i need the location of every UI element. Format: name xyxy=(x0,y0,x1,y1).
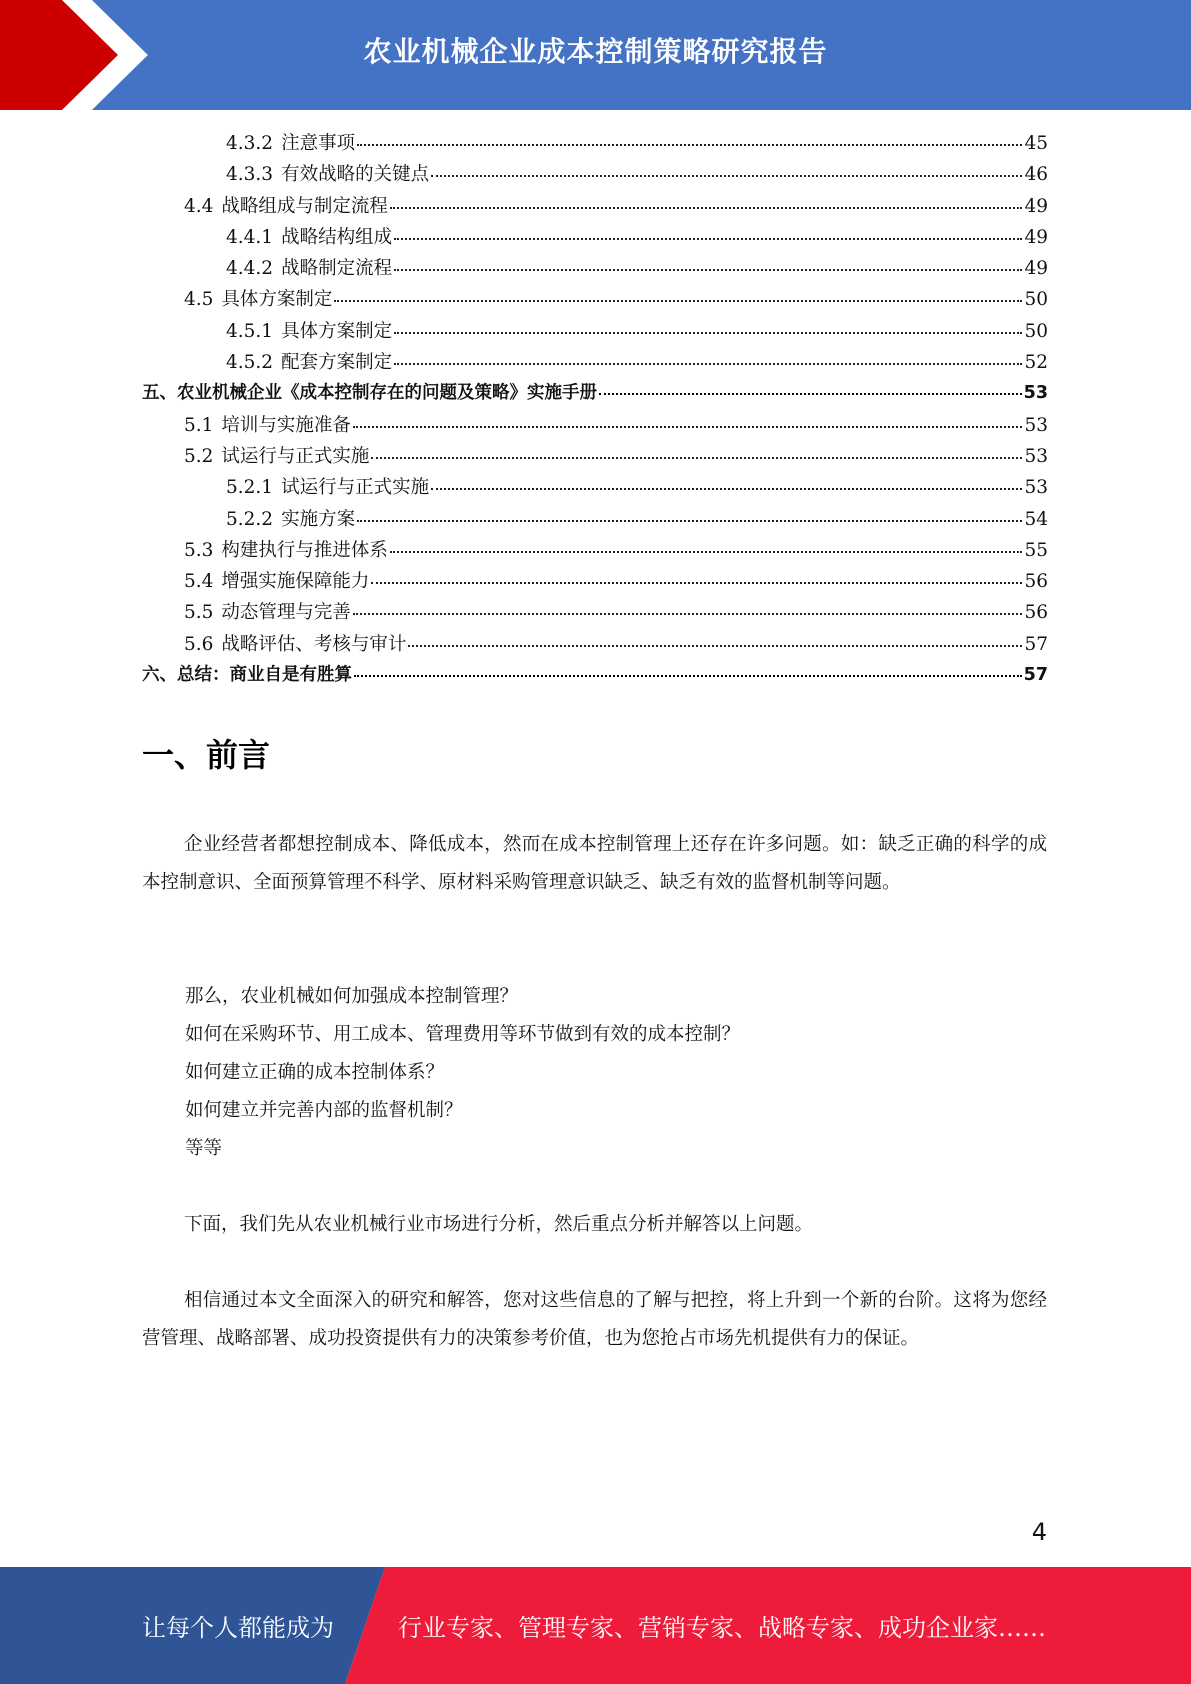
toc-entry[interactable] xyxy=(142,566,1048,597)
toc-entry-title: 构建执行与推进体系 xyxy=(221,539,388,561)
toc-entry-number: 5.5 xyxy=(184,602,214,624)
toc-dot-leader xyxy=(394,362,1022,365)
toc-entry-number: 5.3 xyxy=(184,539,214,561)
toc-entry-title: 增强实施保障能力 xyxy=(221,571,370,593)
toc-dot-leader xyxy=(334,299,1022,302)
toc-entry[interactable] xyxy=(142,660,1048,691)
toc-entry[interactable] xyxy=(142,597,1048,628)
toc-entry-page: 54 xyxy=(1024,508,1048,530)
toc-entry-page: 57 xyxy=(1023,665,1048,686)
toc-entry[interactable] xyxy=(142,410,1048,441)
toc-entry-number: 5.6 xyxy=(184,633,214,655)
toc-entry-page: 49 xyxy=(1024,226,1048,248)
question-line: 那么，农业机械如何加强成本控制管理？ xyxy=(185,986,519,1007)
toc-entry-number: 5.4 xyxy=(184,571,214,593)
toc-dot-leader xyxy=(353,612,1023,615)
toc-entry[interactable] xyxy=(142,316,1048,347)
toc-entry-page: 53 xyxy=(1024,477,1048,499)
toc-entry[interactable] xyxy=(142,629,1048,660)
toc-entry-page: 52 xyxy=(1024,352,1048,374)
toc-entry[interactable] xyxy=(142,441,1048,472)
question-list xyxy=(185,978,740,1168)
toc-entry-title: 六、总结：商业自是有胜算 xyxy=(142,665,352,686)
toc-dot-leader xyxy=(431,174,1022,177)
page-number: 4 xyxy=(1031,1518,1047,1546)
toc-entry-page: 56 xyxy=(1024,571,1048,593)
question-line: 如何建立并完善内部的监督机制？ xyxy=(185,1100,463,1121)
toc-dot-leader xyxy=(394,237,1022,240)
toc-entry-title: 具体方案制定 xyxy=(281,320,393,342)
toc-entry-title: 注意事项 xyxy=(281,133,356,154)
toc-entry-number: 5.1 xyxy=(184,414,214,436)
toc-entry[interactable] xyxy=(142,128,1048,159)
toc-entry-page: 53 xyxy=(1024,414,1048,436)
toc-entry[interactable] xyxy=(142,347,1048,378)
toc-entry[interactable] xyxy=(142,535,1048,566)
toc-dot-leader xyxy=(390,206,1023,209)
toc-entry-number: 4.3.2 xyxy=(226,133,274,154)
toc-dot-leader xyxy=(371,456,1022,459)
footer-banner xyxy=(0,1567,1191,1684)
toc-entry[interactable] xyxy=(142,159,1048,190)
header-arrow-decoration xyxy=(0,0,150,110)
toc-entry[interactable] xyxy=(142,504,1048,535)
toc-entry-title: 战略结构组成 xyxy=(281,226,393,248)
toc-entry-title: 培训与实施准备 xyxy=(221,414,351,436)
toc-entry-number: 4.5 xyxy=(184,289,214,311)
toc-entry-number: 4.5.2 xyxy=(226,352,274,374)
toc-entry-title: 实施方案 xyxy=(281,508,356,530)
toc-dot-leader xyxy=(357,143,1022,146)
toc-entry[interactable] xyxy=(142,191,1048,222)
toc-entry-title: 试运行与正式实施 xyxy=(221,445,370,467)
question-line: 如何在采购环节、用工成本、管理费用等环节做到有效的成本控制？ xyxy=(185,1024,741,1045)
toc-entry-title: 试运行与正式实施 xyxy=(281,477,430,499)
toc-entry-number: 5.2.1 xyxy=(226,477,274,499)
toc-dot-leader xyxy=(599,392,1022,395)
toc-entry-number: 5.2.2 xyxy=(226,508,274,530)
section-heading: 一、前言 xyxy=(142,736,271,774)
toc-entry[interactable] xyxy=(142,378,1048,409)
toc-entry-page: 53 xyxy=(1023,383,1048,404)
toc-entry-page: 53 xyxy=(1024,445,1048,467)
question-line: 等等 xyxy=(185,1138,223,1159)
toc-entry-title: 五、农业机械企业《成本控制存在的问题及策略》实施手册 xyxy=(142,383,597,404)
toc-dot-leader xyxy=(354,674,1022,677)
toc-entry-page: 50 xyxy=(1024,320,1048,342)
toc-entry-title: 有效战略的关键点 xyxy=(281,164,430,186)
table-of-contents xyxy=(142,128,1048,691)
toc-dot-leader xyxy=(408,644,1022,647)
toc-entry-page: 46 xyxy=(1024,164,1048,186)
toc-entry-page: 45 xyxy=(1024,133,1048,154)
toc-entry[interactable] xyxy=(142,472,1048,503)
analysis-paragraph: 下面，我们先从农业机械行业市场进行分析，然后重点分析并解答以上问题。 xyxy=(184,1214,814,1235)
toc-entry-page: 55 xyxy=(1024,539,1048,561)
toc-entry-title: 配套方案制定 xyxy=(281,352,393,374)
toc-dot-leader xyxy=(390,550,1023,553)
document-title: 农业机械企业成本控制策略研究报告 xyxy=(363,35,828,68)
toc-entry-page: 56 xyxy=(1024,602,1048,624)
conclusion-paragraph: 相信通过本文全面深入的研究和解答，您对这些信息的了解与把控，将上升到一个新的台阶。这将为您经营管理、战略部署、成功投资提供有力的决策参考价值，也为您抢占市场先机提供有力的保证。 xyxy=(142,1290,1047,1349)
toc-entry-title: 战略评估、考核与审计 xyxy=(221,633,407,655)
toc-entry-number: 5.2 xyxy=(184,445,214,467)
toc-entry-number: 4.4 xyxy=(184,195,214,217)
toc-entry-number: 4.3.3 xyxy=(226,164,274,186)
toc-entry-number: 4.4.2 xyxy=(226,258,274,280)
toc-dot-leader xyxy=(394,268,1022,271)
toc-entry-page: 49 xyxy=(1024,258,1048,280)
toc-entry[interactable] xyxy=(142,284,1048,315)
toc-entry[interactable] xyxy=(142,253,1048,284)
toc-entry[interactable] xyxy=(142,222,1048,253)
toc-dot-leader xyxy=(353,425,1023,428)
toc-entry-page: 57 xyxy=(1024,633,1048,655)
toc-dot-leader xyxy=(394,331,1022,334)
question-line: 如何建立正确的成本控制体系？ xyxy=(185,1062,445,1083)
toc-entry-page: 50 xyxy=(1024,289,1048,311)
toc-entry-title: 具体方案制定 xyxy=(221,289,333,311)
toc-dot-leader xyxy=(431,487,1022,490)
footer-slogan-left: 让每个人都能成为 xyxy=(142,1614,334,1642)
toc-entry-number: 4.5.1 xyxy=(226,320,274,342)
toc-entry-title: 战略组成与制定流程 xyxy=(221,195,388,217)
toc-entry-number: 4.4.1 xyxy=(226,226,274,248)
toc-entry-title: 战略制定流程 xyxy=(281,258,393,280)
header-banner xyxy=(0,0,1191,110)
toc-entry-page: 49 xyxy=(1024,195,1048,217)
toc-dot-leader xyxy=(357,519,1022,522)
footer-slogan-right: 行业专家、管理专家、营销专家、战略专家、成功企业家…… xyxy=(398,1614,1046,1642)
toc-entry-title: 动态管理与完善 xyxy=(221,602,351,624)
intro-paragraph: 企业经营者都想控制成本、降低成本，然而在成本控制管理上还存在许多问题。如：缺乏正确的科学的成本控制意识、全面预算管理不科学、原材料采购管理意识缺乏、缺乏有效的监督机制等问题。 xyxy=(142,834,1047,893)
toc-dot-leader xyxy=(371,581,1022,584)
